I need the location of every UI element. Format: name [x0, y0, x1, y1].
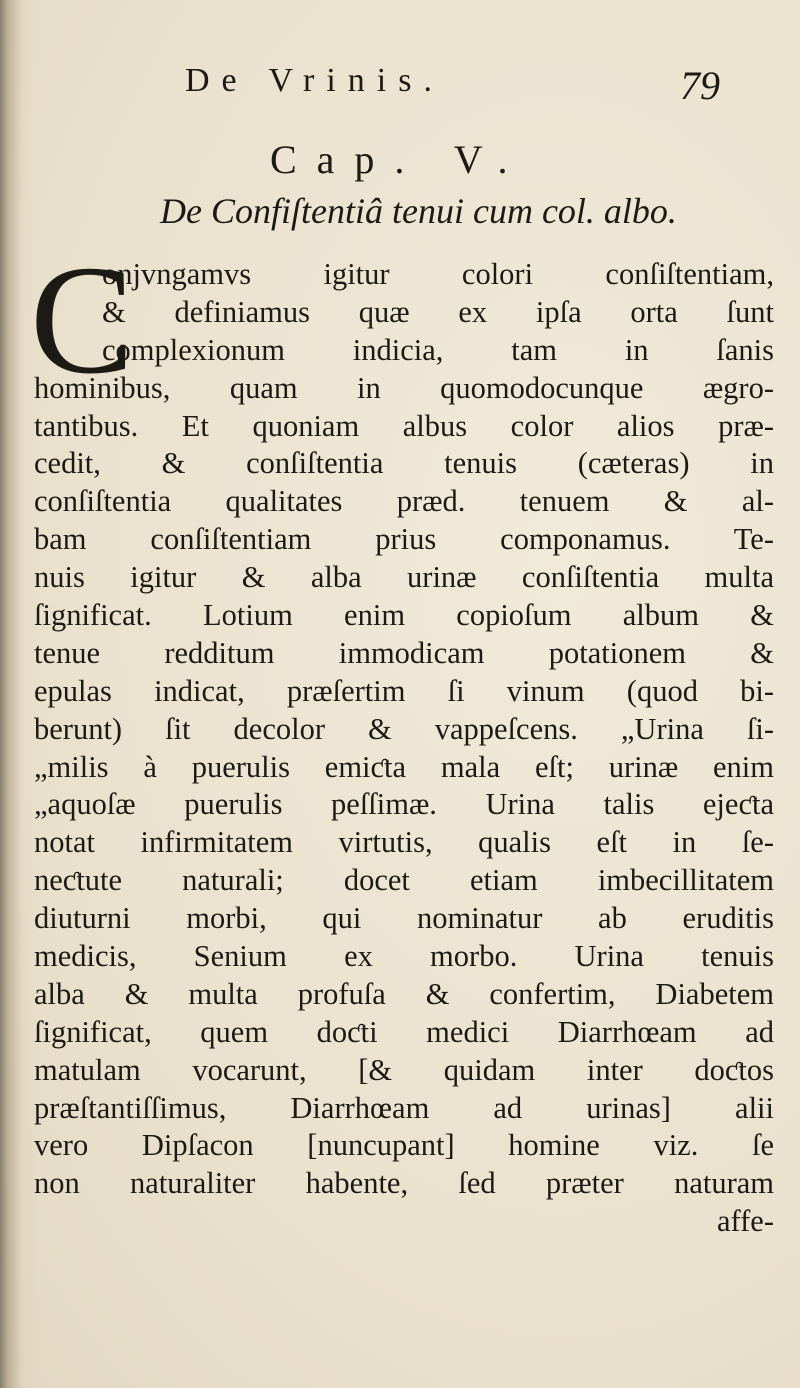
text-line: „aquoſæ puerulis peſſimæ. Urina talis ejeƈta: [34, 787, 774, 822]
catchword: affe-: [717, 1204, 774, 1239]
text-line: & definiamus quæ ex ipſa orta ſunt: [102, 294, 774, 329]
text-line: neƈtute naturali; docet etiam imbecillitatem: [34, 863, 774, 898]
text-line: vero Dipſacon [nuncupant] homine viz. ſe: [34, 1128, 774, 1163]
text-line: notat infirmitatem virtutis, qualis eſt in ſe-: [34, 825, 774, 860]
text-line: „milis à puerulis emiƈta mala eſt; urinæ enim: [34, 749, 774, 784]
text-line: ſignificat, quem doƈti medici Diarrhœam ad: [34, 1014, 774, 1049]
chapter-subtitle: De Confiſtentiâ tenui cum col. albo.: [160, 191, 677, 231]
text-line: onjvngamvs igitur colori conſiſtentiam,: [102, 257, 774, 291]
text-line: berunt) ſit decolor & vappeſcens. „Urina ſi-: [34, 711, 774, 746]
text-line: epulas indicat, præſertim ſi vinum (quod bi-: [34, 673, 774, 708]
text-line: cedit, & conſiſtentia tenuis (cæteras) in: [34, 446, 774, 481]
running-head: De Vrinis.: [185, 62, 444, 99]
text-line: non naturaliter habente, ſed præter naturam: [34, 1166, 774, 1201]
text-line: alba & multa profuſa & confertim, Diabetem: [34, 976, 774, 1011]
chapter-heading: Cap. V.: [270, 137, 528, 182]
text-line: ſignificat. Lotium enim copioſum album &: [34, 598, 774, 633]
text-line: nuis igitur & alba urinæ conſiſtentia multa: [34, 560, 774, 595]
text-line: tantibus. Et quoniam albus color alios præ-: [34, 408, 774, 443]
text-line: præſtantiſſimus, Diarrhœam ad urinas] alii: [34, 1090, 774, 1125]
page-number: 79: [680, 63, 720, 108]
text-line: hominibus, quam in quomodocunque ægro-: [34, 370, 774, 405]
text-line: diuturni morbi, qui nominatur ab eruditis: [34, 901, 774, 936]
text-line: medicis, Senium ex morbo. Urina tenuis: [34, 939, 774, 974]
text-line: bam conſiſtentiam prius componamus. Te-: [34, 522, 774, 557]
body-text: [34, 256, 774, 1356]
drop-cap: C: [30, 233, 135, 406]
text-line: conſiſtentia qualitates præd. tenuem & al-: [34, 484, 774, 519]
text-line: matulam vocarunt, [& quidam inter doƈtos: [34, 1052, 774, 1087]
text-line: tenue redditum immodicam potationem &: [34, 635, 774, 670]
text-line: complexionum indicia, tam in ſanis: [102, 332, 774, 367]
